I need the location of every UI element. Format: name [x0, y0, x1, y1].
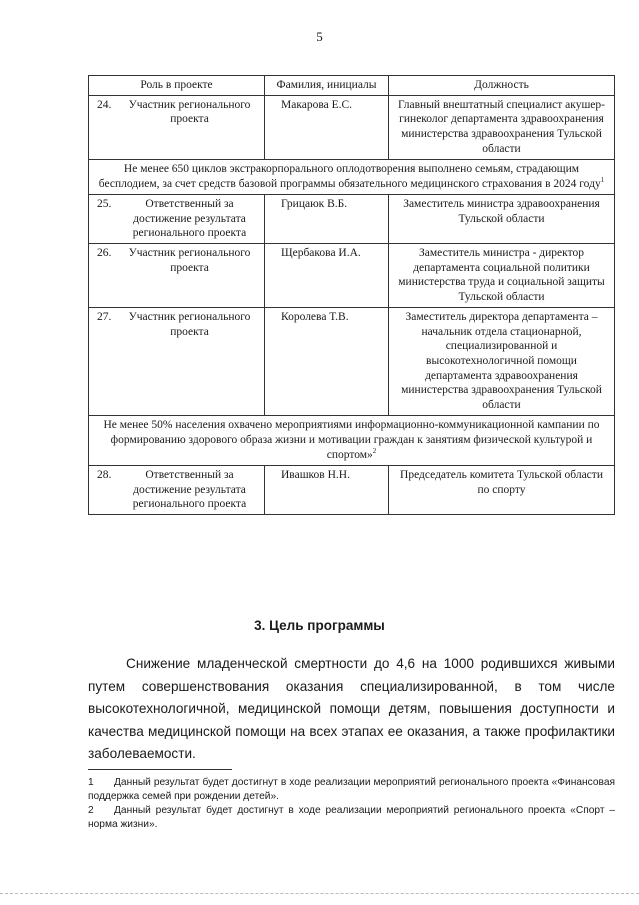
role-text: Ответственный за достижение результата регионального проекта — [132, 468, 247, 511]
table-row — [89, 194, 615, 243]
footnote-2 — [88, 804, 615, 832]
table-row — [89, 244, 615, 308]
row-number: 26. — [97, 247, 112, 260]
result-text: Не менее 50% населения охвачено мероприятиями информационно-коммуникационной кампании по формированию здорового образа жизни и мотивации граждан к занятиям физической культурой и спортом» — [103, 418, 600, 462]
person-position: Заместитель министра здравоохранения Тульской области — [389, 194, 615, 243]
table-row — [89, 95, 615, 159]
footnote-mark: 1 — [88, 777, 94, 788]
footnote-ref: 1 — [600, 176, 605, 185]
page-number: 5 — [316, 29, 323, 44]
person-position: Заместитель директора департамента – начальник отдела стационарной, специализированной и высокотехнологичной помощи департамента здравоохранения министерства здравоохранения Тульской области — [389, 307, 615, 415]
person-name: Макарова Е.С. — [265, 95, 389, 159]
scan-edge-divider — [0, 893, 639, 894]
table-row — [89, 307, 615, 415]
header-position: Должность — [389, 76, 615, 96]
footnote-text: Данный результат будет достигнут в ходе реализации мероприятий регионального проекта «Финансовая поддержка семей при рождении детей». — [88, 777, 615, 802]
result-row — [89, 159, 615, 194]
footnotes — [88, 776, 615, 832]
table-header-row — [89, 76, 615, 96]
header-role: Роль в проекте — [89, 76, 265, 96]
table-row — [89, 465, 615, 514]
row-number: 28. — [97, 468, 112, 481]
project-roles-table — [88, 75, 615, 515]
result-cell — [89, 159, 615, 194]
person-name: Королева Т.В. — [265, 307, 389, 415]
result-row — [89, 415, 615, 465]
section-heading: 3. Цель программы — [254, 618, 385, 633]
row-number: 24. — [97, 98, 112, 111]
footnote-ref: 2 — [372, 447, 377, 456]
person-position: Главный внештатный специалист акушер-гинеколог департамента здравоохранения министерства здравоохранения Тульской области — [389, 95, 615, 159]
header-name: Фамилия, инициалы — [265, 76, 389, 96]
person-name: Ивашков Н.Н. — [265, 465, 389, 514]
footnote-mark: 2 — [88, 805, 94, 816]
row-number: 25. — [97, 197, 112, 210]
role-text: Участник регионального проекта — [128, 247, 251, 274]
person-position: Председатель комитета Тульской области по спорту — [389, 465, 615, 514]
footnote-text: Данный результат будет достигнут в ходе реализации мероприятий регионального проекта «Спорт – норма жизни». — [88, 805, 615, 830]
role-text: Участник регионального проекта — [128, 310, 251, 338]
role-text: Участник регионального проекта — [128, 98, 251, 126]
role-text: Ответственный за достижение результата регионального проекта — [132, 197, 247, 240]
person-position: Заместитель министра - директор департамента социальной политики министерства труда и социальной защиты Тульской области — [389, 244, 615, 308]
person-name: Грицаюк В.Б. — [265, 194, 389, 243]
footnote-separator — [88, 769, 232, 770]
goal-paragraph: Снижение младенческой смертности до 4,6 на 1000 родившихся живыми путем совершенствования оказания специализированной, в том числе высокотехнологичной, медицинской помощи детям, повышения доступности и качества медицинской помощи на всех этапах ее оказания, а также профилактики заболеваемости. — [88, 656, 615, 761]
result-text: Не менее 650 циклов экстракорпорального оплодотворения выполнено семьям, страдающим бесплодием, за счет средств базовой программы обязательного медицинского страхования в 2024 году — [98, 162, 601, 191]
person-name: Щербакова И.А. — [265, 244, 389, 308]
footnote-1 — [88, 776, 615, 804]
row-number: 27. — [97, 310, 112, 323]
result-cell — [89, 415, 615, 465]
